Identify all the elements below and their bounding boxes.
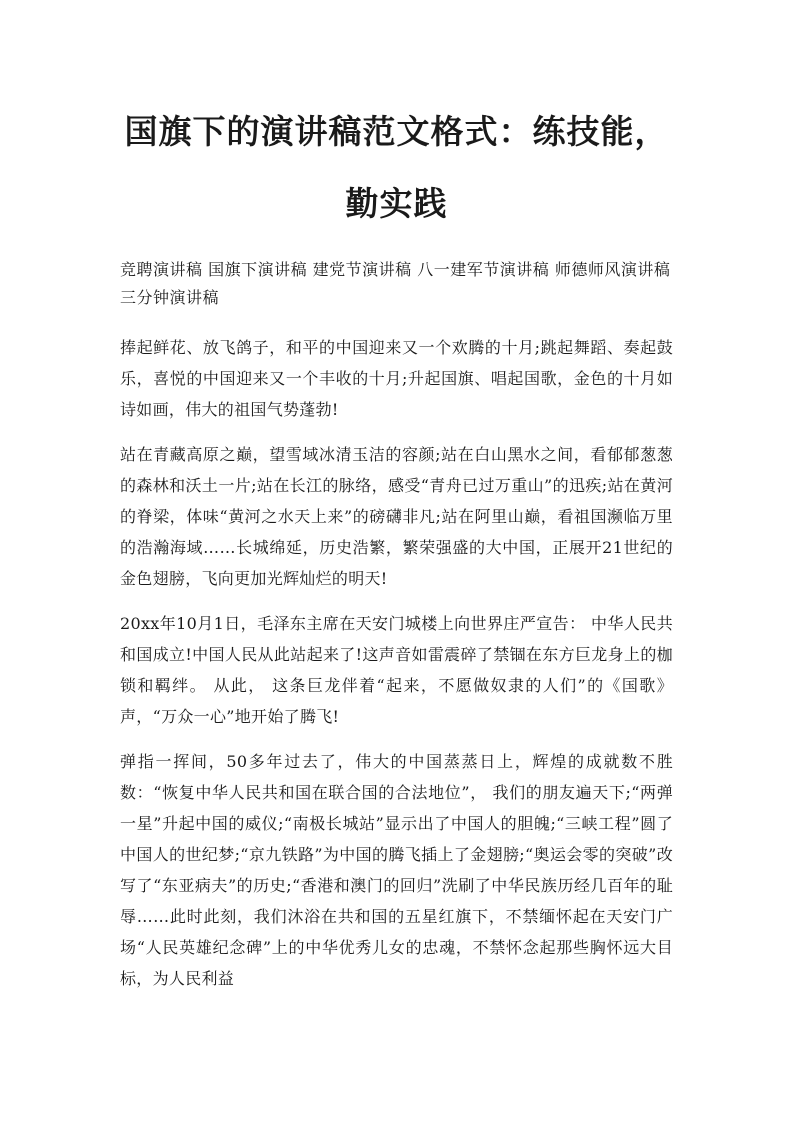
paragraph-4: 弹指一挥间，50多年过去了，伟大的中国蒸蒸日上，辉煌的成就数不胜数：“恢复中华人民共和国在联合国的合法地位”， 我们的朋友遍天下;“两弹一星”升起中国的威仪;“南极长城站”显示出了中国人的胆魄;“三峡工程”圆了中国人的世纪梦;“京九铁路”为中国的腾飞插上了金翅膀;“奥运会零的突破”改写了“东亚病夫”的历史;“香港和澳门的回归”洗刷了中华民族历经几百年的耻辱……此时此刻，我们沐浴在共和国的五星红旗下，不禁缅怀起在天安门广场“人民英雄纪念碑”上的中华优秀儿女的忠魂，不禁怀念起那些胸怀远大目标，为人民利益 <box>120 752 673 988</box>
paragraph-1: 捧起鲜花、放飞鸽子，和平的中国迎来又一个欢腾的十月;跳起舞蹈、奏起鼓乐，喜悦的中国迎来又一个丰收的十月;升起国旗、唱起国歌，金色的十月如诗如画，伟大的祖国气势蓬勃! <box>120 338 673 419</box>
page-title: 国旗下的演讲稿范文格式：练技能，勤实践 <box>124 112 669 223</box>
paragraph-3: 20xx年10月1日，毛泽东主席在天安门城楼上向世界庄严宣告： 中华人民共和国成立!中国人民从此站起来了!这声音如雷震碎了禁锢在东方巨龙身上的枷锁和羁绊。 从此， 这条巨龙伴着“起来，不愿做奴隶的人们”的《国歌》声，“万众一心”地开始了腾飞! <box>120 614 673 726</box>
paragraph-2: 站在青藏高原之巅，望雪域冰清玉洁的容颜;站在白山黑水之间，看郁郁葱葱的森林和沃土一片;站在长江的脉络，感受“青舟已过万重山”的迅疾;站在黄河的脊梁，体味“黄河之水天上来”的磅礴非凡;站在阿里山巅，看祖国濒临万里的浩瀚海域……长城绵延，历史浩繁，繁荣强盛的大中国，正展开21世纪的金色翅膀，飞向更加光辉灿烂的明天! <box>120 445 673 588</box>
tag-list: 竞聘演讲稿 国旗下演讲稿 建党节演讲稿 八一建军节演讲稿 师德师风演讲稿 三分钟演讲稿 <box>120 260 671 307</box>
